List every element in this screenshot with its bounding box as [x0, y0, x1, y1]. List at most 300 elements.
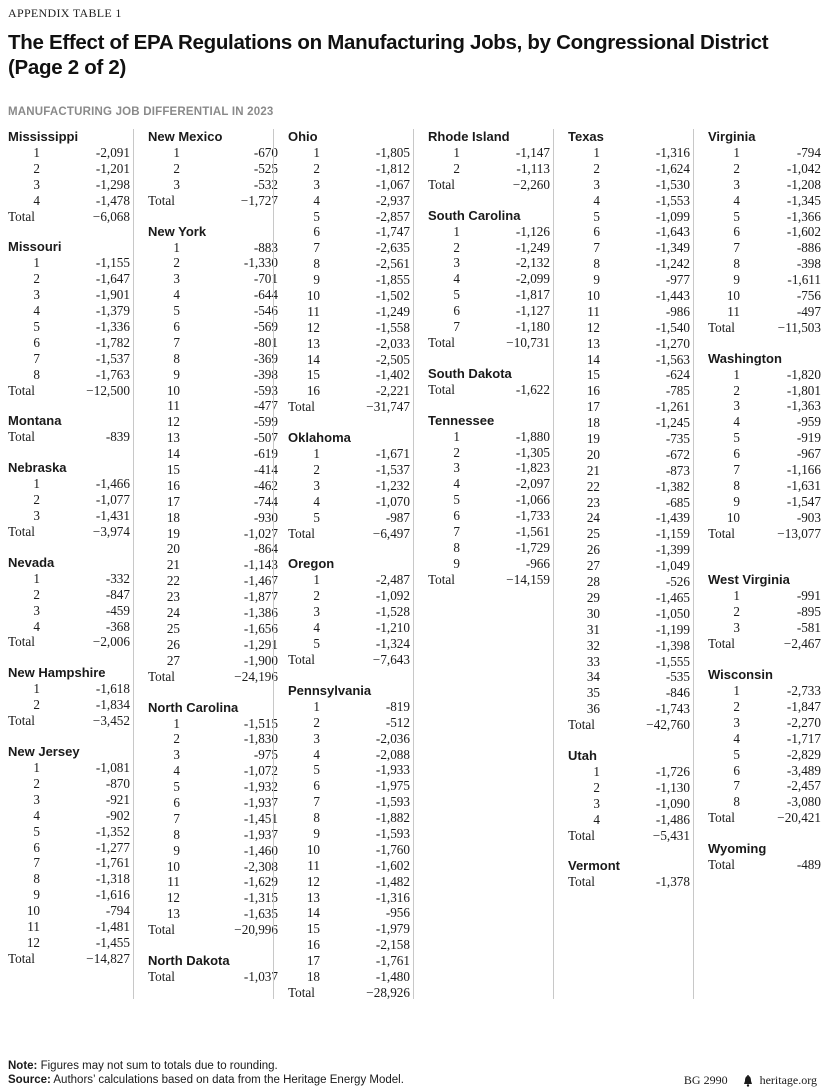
job-differential: -1,937: [243, 794, 278, 810]
job-differential: -2,221: [375, 383, 410, 399]
job-differential: -1,330: [243, 255, 278, 271]
district-row: [568, 654, 694, 670]
district-number: 5: [453, 492, 460, 508]
report-code: BG 2990: [683, 1073, 728, 1087]
district-number: 3: [33, 602, 40, 618]
district-row: [288, 193, 414, 209]
total-row: [428, 382, 554, 398]
district-number: 6: [733, 446, 740, 462]
job-differential: -1,113: [516, 160, 550, 176]
table-column-1: [8, 129, 134, 999]
job-differential: -535: [665, 669, 690, 685]
job-differential: -459: [105, 602, 130, 618]
district-row: [568, 304, 694, 320]
district-number: 2: [173, 255, 180, 271]
district-row: [568, 447, 694, 463]
district-number: 4: [33, 618, 40, 634]
district-number: 28: [586, 574, 600, 590]
district-number: 12: [166, 890, 180, 906]
job-differential: -2,099: [515, 271, 550, 287]
table-column-4: [413, 129, 554, 999]
district-row: [288, 494, 414, 510]
job-differential: -1,933: [375, 762, 410, 778]
job-differential: -930: [253, 509, 278, 525]
district-row: [288, 604, 414, 620]
district-row: [148, 874, 282, 890]
district-number: 4: [173, 287, 180, 303]
district-number: 3: [33, 508, 40, 524]
district-number: 9: [33, 887, 40, 903]
district-number: 3: [173, 271, 180, 287]
district-number: 4: [313, 620, 320, 636]
district-row: [148, 351, 282, 367]
district-number: 2: [33, 271, 40, 287]
job-differential: -1,901: [95, 287, 130, 303]
state-name: Wyoming: [708, 841, 767, 857]
district-row: [8, 681, 134, 697]
district-number: 10: [586, 288, 600, 304]
total-value: −2,260: [512, 176, 550, 192]
total-label: Total: [288, 525, 315, 541]
district-row: [148, 161, 282, 177]
state-block: [708, 351, 825, 542]
district-row: [568, 145, 694, 161]
job-differential: -497: [796, 303, 821, 319]
district-number: 3: [733, 398, 740, 414]
district-row: [288, 161, 414, 177]
district-number: 11: [27, 918, 40, 934]
district-row: [568, 320, 694, 336]
district-number: 8: [733, 477, 740, 493]
total-row: [8, 383, 134, 399]
job-differential: -1,199: [655, 621, 690, 637]
district-number: 19: [166, 525, 180, 541]
district-number: 10: [726, 509, 740, 525]
job-differential: -1,602: [786, 224, 821, 240]
district-row: [148, 430, 282, 446]
district-number: 4: [173, 763, 180, 779]
district-row: [288, 478, 414, 494]
district-number: 5: [33, 823, 40, 839]
total-label: Total: [568, 717, 595, 733]
district-row: [8, 855, 134, 871]
district-number: 2: [313, 714, 320, 730]
district-row: [148, 240, 282, 256]
district-number: 2: [593, 160, 600, 176]
district-row: [148, 906, 282, 922]
district-row: [8, 177, 134, 193]
district-number: 9: [593, 272, 600, 288]
district-row: [568, 352, 694, 368]
job-differential: -1,143: [243, 557, 278, 573]
job-differential: -1,460: [243, 842, 278, 858]
district-number: 6: [733, 224, 740, 240]
job-differential: -794: [105, 903, 130, 919]
state-name: Montana: [8, 413, 62, 429]
district-row: [148, 605, 282, 621]
district-number: 3: [33, 176, 40, 192]
district-row: [148, 335, 282, 351]
district-row: [148, 653, 282, 669]
total-row: [428, 335, 554, 351]
job-differential: -1,900: [243, 652, 278, 668]
state-block: [8, 129, 134, 224]
district-row: [568, 463, 694, 479]
job-differential: -1,291: [243, 636, 278, 652]
district-number: 9: [173, 366, 180, 382]
district-number: 8: [453, 539, 460, 555]
state-block: [8, 413, 134, 445]
job-differential: -1,880: [515, 428, 550, 444]
district-row: [708, 224, 825, 240]
total-label: Total: [8, 634, 35, 650]
job-differential: -1,558: [375, 319, 410, 335]
district-row: [8, 824, 134, 840]
job-differential: -1,537: [95, 350, 130, 366]
district-number: 1: [313, 698, 320, 714]
district-row: [8, 776, 134, 792]
district-number: 11: [167, 398, 180, 414]
job-differential: -670: [253, 145, 278, 160]
district-row: [568, 336, 694, 352]
job-differential: -2,033: [375, 335, 410, 351]
job-differential: -991: [796, 588, 821, 604]
total-row: [428, 177, 554, 193]
job-differential: -870: [105, 775, 130, 791]
job-differential: -2,158: [375, 937, 410, 953]
job-differential: -1,671: [375, 446, 410, 462]
job-differential: -2,457: [786, 778, 821, 794]
district-row: [8, 367, 134, 383]
district-row: [428, 508, 554, 524]
district-row: [288, 715, 414, 731]
job-differential: -1,305: [515, 444, 550, 460]
state-name: South Carolina: [428, 207, 521, 223]
district-number: 7: [733, 240, 740, 256]
district-row: [148, 763, 282, 779]
district-row: [568, 669, 694, 685]
district-row: [8, 255, 134, 271]
total-label: Total: [428, 571, 455, 587]
district-row: [148, 271, 282, 287]
district-row: [148, 779, 282, 795]
district-row: [288, 256, 414, 272]
total-value: −42,760: [646, 717, 690, 733]
district-row: [288, 510, 414, 526]
state-block: [708, 572, 825, 652]
district-row: [568, 415, 694, 431]
district-number: 4: [313, 192, 320, 208]
state-block: [148, 700, 282, 938]
job-differential: -1,249: [375, 303, 410, 319]
job-differential: -526: [665, 574, 690, 590]
district-row: [148, 478, 282, 494]
district-row: [708, 272, 825, 288]
district-row: [428, 429, 554, 445]
state-block: [708, 667, 825, 826]
state-name: North Dakota: [148, 952, 230, 968]
district-row: [8, 619, 134, 635]
district-row: [428, 303, 554, 319]
district-number: 18: [586, 415, 600, 431]
job-differential: -332: [105, 570, 130, 586]
district-number: 2: [453, 444, 460, 460]
table-subtitle: MANUFACTURING JOB DIFFERENTIAL IN 2023: [8, 106, 274, 118]
total-label: Total: [8, 382, 35, 398]
district-row: [148, 621, 282, 637]
total-row: [148, 193, 282, 209]
district-row: [568, 479, 694, 495]
district-number: 14: [166, 446, 180, 462]
state-name: Texas: [568, 129, 604, 144]
table-column-3: [273, 129, 414, 999]
district-row: [8, 840, 134, 856]
job-differential: -1,386: [243, 605, 278, 621]
state-name: South Dakota: [428, 365, 512, 381]
district-row: [288, 177, 414, 193]
total-value: -1,037: [243, 968, 278, 984]
state-name: New York: [148, 223, 207, 239]
total-label: Total: [288, 651, 315, 667]
district-number: 3: [313, 176, 320, 192]
district-number: 2: [33, 492, 40, 508]
job-differential: -956: [385, 905, 410, 921]
job-differential: -903: [796, 509, 821, 525]
district-number: 32: [586, 637, 600, 653]
total-row: [568, 828, 694, 844]
job-differential: -1,147: [515, 145, 550, 160]
job-differential: -1,847: [786, 698, 821, 714]
total-row: [708, 320, 825, 336]
job-differential: -1,618: [95, 681, 130, 697]
district-number: 5: [313, 636, 320, 652]
total-row: [8, 951, 134, 967]
district-row: [8, 603, 134, 619]
job-differential: -369: [253, 350, 278, 366]
total-row: [148, 669, 282, 685]
state-block: [428, 413, 554, 588]
state-name: Ohio: [288, 129, 318, 144]
district-row: [288, 145, 414, 161]
job-differential: -1,561: [515, 524, 550, 540]
district-number: 24: [166, 605, 180, 621]
state-name: Pennsylvania: [288, 682, 372, 698]
district-row: [428, 255, 554, 271]
job-differential: -1,070: [375, 493, 410, 509]
total-label: Total: [148, 922, 175, 938]
district-row: [288, 336, 414, 352]
job-differential: -1,130: [655, 779, 690, 795]
job-differential: -2,561: [375, 256, 410, 272]
district-number: 2: [733, 604, 740, 620]
district-number: 21: [166, 557, 180, 573]
district-number: 7: [33, 350, 40, 366]
total-value: −5,431: [652, 827, 690, 843]
job-differential: -977: [665, 272, 690, 288]
district-row: [288, 699, 414, 715]
note-text: Figures may not sum to totals due to rounding.: [40, 1060, 278, 1072]
state-block: [428, 208, 554, 351]
district-row: [428, 287, 554, 303]
district-row: [8, 492, 134, 508]
district-number: 1: [733, 683, 740, 699]
state-block: [8, 665, 134, 729]
job-differential: -1,643: [655, 224, 690, 240]
district-number: 2: [733, 382, 740, 398]
district-number: 2: [173, 160, 180, 176]
job-differential: -3,080: [786, 794, 821, 810]
district-row: [288, 224, 414, 240]
district-number: 15: [306, 921, 320, 937]
district-number: 2: [33, 586, 40, 602]
state-block: [708, 129, 825, 336]
state-name: New Jersey: [8, 744, 80, 760]
state-name: New Mexico: [148, 129, 223, 144]
job-differential: -1,624: [655, 160, 690, 176]
district-number: 8: [313, 810, 320, 826]
district-number: 1: [593, 145, 600, 160]
job-differential: -1,349: [655, 240, 690, 256]
district-row: [148, 510, 282, 526]
district-number: 11: [167, 874, 180, 890]
job-differential: -1,932: [243, 779, 278, 795]
state-block: [8, 460, 134, 540]
district-row: [8, 887, 134, 903]
job-differential: -2,733: [786, 683, 821, 699]
job-differential: -1,126: [515, 223, 550, 239]
state-block: [428, 366, 554, 398]
district-row: [568, 161, 694, 177]
district-number: 16: [306, 937, 320, 953]
job-differential: -2,505: [375, 351, 410, 367]
district-number: 31: [586, 621, 600, 637]
district-row: [428, 445, 554, 461]
job-differential: -644: [253, 287, 278, 303]
district-number: 3: [453, 255, 460, 271]
district-number: 7: [733, 778, 740, 794]
district-row: [568, 796, 694, 812]
district-row: [288, 762, 414, 778]
district-row: [288, 383, 414, 399]
job-differential: -1,502: [375, 288, 410, 304]
job-differential: -2,132: [515, 255, 550, 271]
district-row: [288, 620, 414, 636]
district-number: 4: [593, 811, 600, 827]
page-title: The Effect of EPA Regulations on Manufacturing Jobs, by Congressional District (Page 2 of 2): [8, 31, 769, 79]
total-label: Total: [708, 857, 735, 873]
district-number: 30: [586, 605, 600, 621]
total-row: [148, 922, 282, 938]
district-row: [148, 319, 282, 335]
job-differential: -546: [253, 303, 278, 319]
brand-url[interactable]: heritage.org: [759, 1073, 817, 1087]
district-number: 15: [166, 462, 180, 478]
district-number: 8: [733, 794, 740, 810]
job-differential: -966: [525, 555, 550, 571]
district-row: [288, 462, 414, 478]
district-row: [708, 715, 825, 731]
job-differential: -1,593: [375, 825, 410, 841]
district-number: 9: [733, 272, 740, 288]
district-row: [288, 826, 414, 842]
district-row: [568, 399, 694, 415]
job-differential: -1,166: [786, 462, 821, 478]
job-differential: -1,602: [375, 857, 410, 873]
district-row: [288, 794, 414, 810]
job-differential: -1,486: [655, 811, 690, 827]
job-differential: -1,318: [95, 871, 130, 887]
job-differential: -873: [665, 462, 690, 478]
district-number: 18: [166, 509, 180, 525]
job-differential: -1,399: [655, 542, 690, 558]
total-label: Total: [708, 525, 735, 541]
district-number: 5: [453, 287, 460, 303]
job-differential: -744: [253, 493, 278, 509]
total-row: [568, 874, 694, 890]
total-label: Total: [148, 192, 175, 208]
district-row: [428, 460, 554, 476]
district-number: 11: [727, 303, 740, 319]
district-row: [708, 747, 825, 763]
job-differential: -581: [796, 620, 821, 636]
job-differential: -1,465: [655, 589, 690, 605]
job-differential: -1,782: [95, 334, 130, 350]
district-row: [428, 271, 554, 287]
job-differential: -1,180: [515, 319, 550, 335]
state-block: [8, 744, 134, 967]
state-name: Nevada: [8, 554, 55, 570]
district-row: [288, 842, 414, 858]
district-row: [568, 367, 694, 383]
district-number: 27: [166, 652, 180, 668]
district-row: [148, 255, 282, 271]
job-differential: -794: [796, 145, 821, 160]
district-row: [8, 935, 134, 951]
district-number: 6: [453, 303, 460, 319]
job-differential: -1,763: [95, 366, 130, 382]
district-number: 1: [313, 446, 320, 462]
district-row: [428, 540, 554, 556]
state-name: Wisconsin: [708, 667, 773, 683]
district-number: 6: [313, 778, 320, 794]
district-row: [568, 495, 694, 511]
district-row: [708, 794, 825, 810]
district-number: 11: [307, 303, 320, 319]
district-number: 24: [586, 510, 600, 526]
total-label: Total: [148, 668, 175, 684]
district-number: 1: [313, 145, 320, 160]
state-block: [568, 858, 694, 890]
job-differential: -801: [253, 334, 278, 350]
district-row: [148, 890, 282, 906]
district-number: 9: [313, 825, 320, 841]
district-row: [708, 588, 825, 604]
district-number: 8: [33, 366, 40, 382]
job-differential: -1,201: [95, 160, 130, 176]
job-differential: -1,877: [243, 589, 278, 605]
district-number: 1: [33, 570, 40, 586]
district-number: 7: [173, 810, 180, 826]
district-row: [8, 271, 134, 287]
district-number: 25: [166, 620, 180, 636]
district-number: 13: [586, 335, 600, 351]
district-row: [148, 287, 282, 303]
district-number: 14: [306, 351, 320, 367]
job-differential: -1,336: [95, 319, 130, 335]
job-differential: -1,398: [655, 637, 690, 653]
district-number: 2: [33, 775, 40, 791]
total-label: Total: [568, 827, 595, 843]
